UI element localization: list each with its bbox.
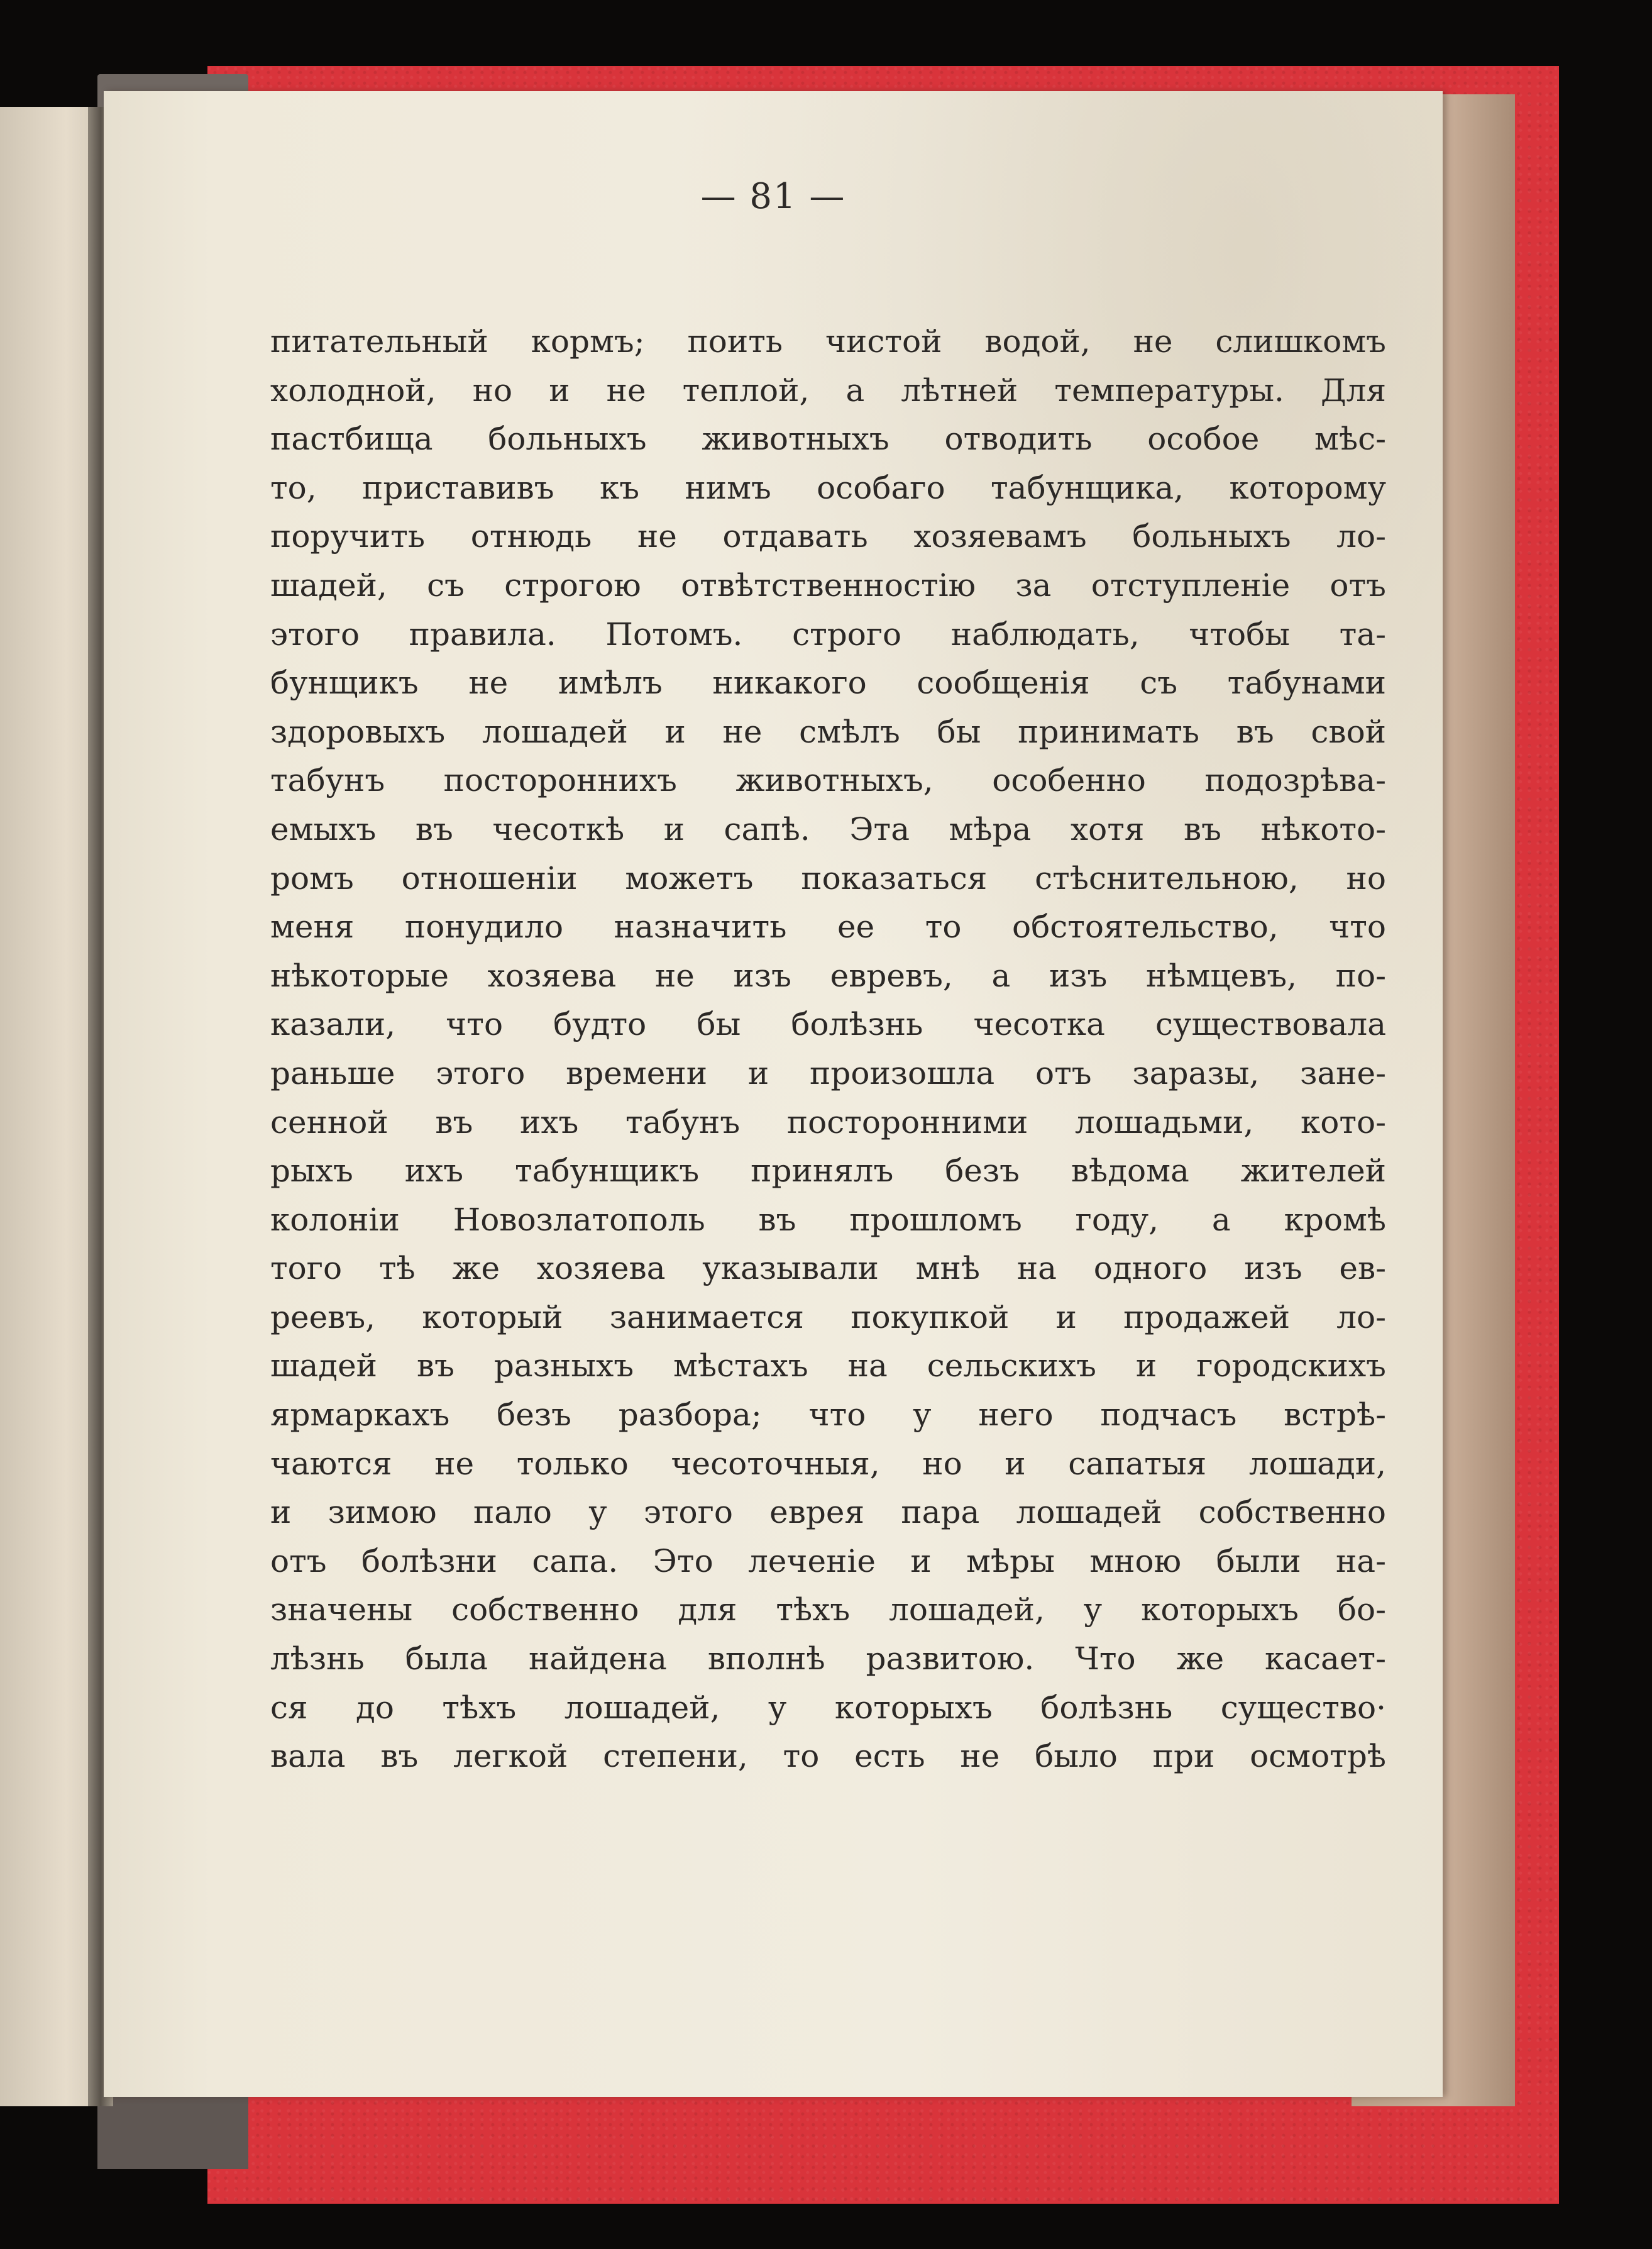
- text-line: ся до тѣхъ лошадей, у которыхъ болѣзнь существо·: [270, 1689, 1386, 1726]
- text-line: отъ болѣзни сапа. Это леченіе и мѣры мною были на-: [270, 1542, 1386, 1579]
- text-line: шадей, съ строгою отвѣтственностію за отступленіе отъ: [270, 566, 1386, 604]
- text-line: ромъ отношеніи можетъ показаться стѣснительною, но: [270, 859, 1386, 897]
- text-line: пастбища больныхъ животныхъ отводить особое мѣс-: [270, 421, 1386, 458]
- text-line: колоніи Новозлатополь въ прошломъ году, а кромѣ: [270, 1201, 1386, 1238]
- text-line: чаются не только чесоточныя, но и сапатыя лошади,: [270, 1445, 1386, 1482]
- page-number: — 81 —: [700, 176, 846, 217]
- text-line: значены собственно для тѣхъ лошадей, у которыхъ бо-: [270, 1591, 1386, 1628]
- text-line: шадей въ разныхъ мѣстахъ на сельскихъ и городскихъ: [270, 1347, 1386, 1384]
- text-line: казали, что будто бы болѣзнь чесотка существовала: [270, 1006, 1386, 1043]
- text-line: вала въ легкой степени, то есть не было при осмотрѣ: [270, 1738, 1386, 1775]
- text-line: ярмаркахъ безъ разбора; что у него подчасъ встрѣ-: [270, 1396, 1386, 1434]
- text-line: емыхъ въ чесоткѣ и сапѣ. Эта мѣра хотя въ нѣкото-: [270, 810, 1386, 848]
- text-line: того тѣ же хозяева указывали мнѣ на одного изъ ев-: [270, 1250, 1386, 1287]
- body-text: [270, 318, 1386, 1781]
- text-line: поручить отнюдь не отдавать хозяевамъ больныхъ ло-: [270, 518, 1386, 555]
- text-line: сенной въ ихъ табунъ посторонними лошадьми, кото-: [270, 1103, 1386, 1141]
- text-line: бунщикъ не имѣлъ никакого сообщенія съ табунами: [270, 665, 1386, 702]
- left-page: [0, 107, 94, 2106]
- text-line: то, приставивъ къ нимъ особаго табунщика, которому: [270, 469, 1386, 506]
- right-page: [104, 91, 1443, 2097]
- text-line: этого правила. Потомъ. строго наблюдать, чтобы та-: [270, 616, 1386, 653]
- text-line: и зимою пало у этого еврея пара лошадей собственно: [270, 1494, 1386, 1531]
- text-line: табунъ постороннихъ животныхъ, особенно подозрѣва-: [270, 762, 1386, 799]
- text-line: раньше этого времени и произошла отъ заразы, зане-: [270, 1054, 1386, 1091]
- text-line: рыхъ ихъ табунщикъ принялъ безъ вѣдома жителей: [270, 1152, 1386, 1190]
- spine-cloth-bottom: [97, 2094, 248, 2169]
- text-line: лѣзнь была найдена вполнѣ развитою. Что же касает-: [270, 1640, 1386, 1677]
- text-line: холодной, но и не теплой, а лѣтней температуры. Для: [270, 372, 1386, 409]
- text-line: нѣкоторые хозяева не изъ евревъ, а изъ нѣмцевъ, по-: [270, 957, 1386, 994]
- text-line: меня понудило назначить ее то обстоятельство, что: [270, 909, 1386, 946]
- text-line: питательный кормъ; поить чистой водой, не слишкомъ: [270, 323, 1386, 360]
- text-line: реевъ, который занимается покупкой и продажей ло-: [270, 1298, 1386, 1335]
- text-line: здоровыхъ лошадей и не смѣлъ бы принимать въ свой: [270, 713, 1386, 750]
